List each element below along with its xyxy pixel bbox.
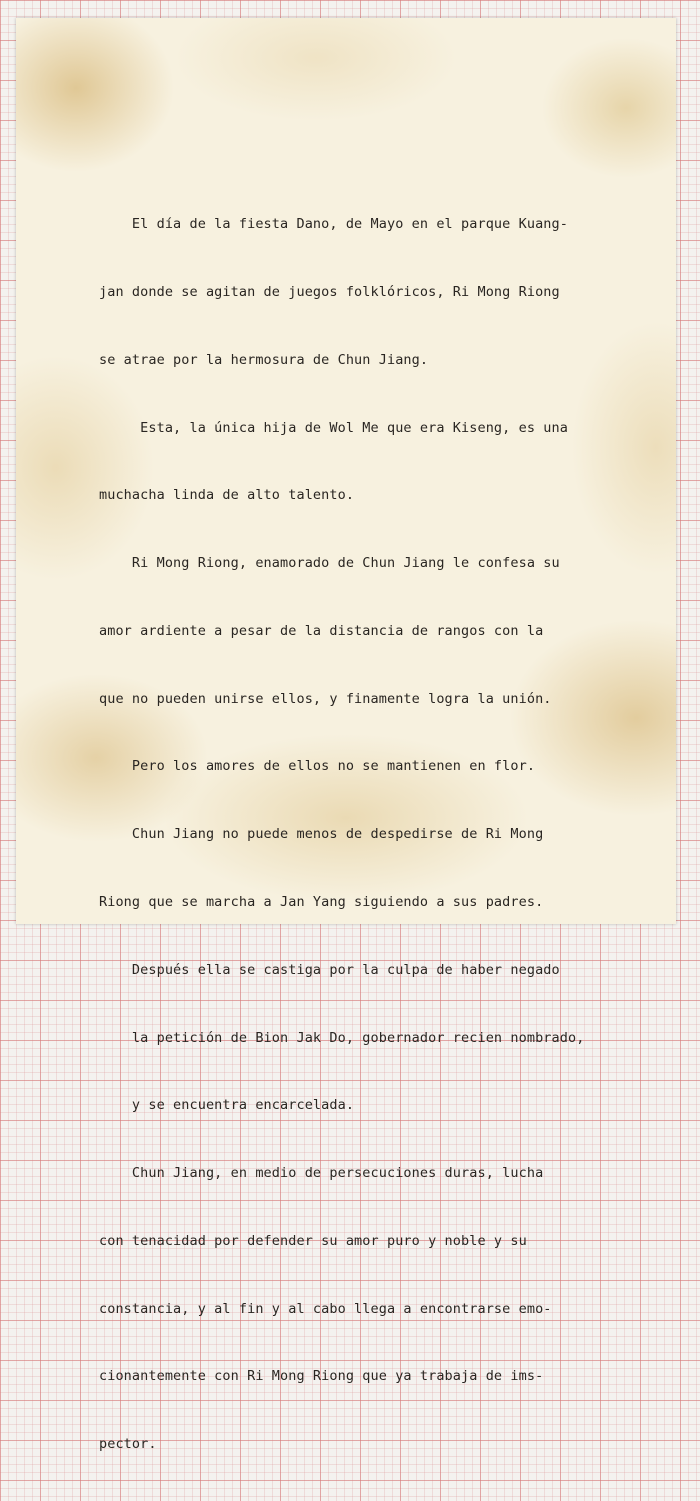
text-line: con tenacidad por defender su amor puro y noble y su (99, 1232, 527, 1249)
text-line: y se encuentra encarcelada. (99, 1097, 355, 1114)
text-line: que no pueden unirse ellos, y finamente logra la unión. (99, 690, 552, 707)
text-line: se atrae por la hermosura de Chun Jiang. (99, 351, 429, 368)
text-line: Chun Jiang no puede menos de despedirse de Ri Mong (99, 826, 544, 843)
text-line: pector. (99, 1436, 157, 1453)
text-line: El día de la fiesta Dano, de Mayo en el parque Kuang- (99, 216, 568, 233)
text-line: cionantemente con Ri Mong Riong que ya trabaja de ims- (99, 1368, 544, 1385)
text-line: jan donde se agitan de juegos folklóricos, Ri Mong Riong (99, 283, 560, 300)
typewritten-page (16, 18, 676, 1453)
text-line: amor ardiente a pesar de la distancia de rangos con la (99, 622, 544, 639)
text-line: constancia, y al fin y al cabo llega a encontrarse emo- (99, 1300, 552, 1317)
text-line: Riong que se marcha a Jan Yang siguiendo a sus padres. (99, 894, 544, 910)
text-line: Esta, la única hija de Wol Me que era Kiseng, es una (99, 419, 568, 436)
text-line: muchacha linda de alto talento. (99, 487, 355, 504)
text-line: Después ella se castiga por la culpa de haber negado (99, 961, 560, 978)
text-line: la petición de Bion Jak Do, gobernador recien nombrado, (99, 1029, 585, 1046)
typewritten-text (99, 168, 619, 1501)
text-line: Ri Mong Riong, enamorado de Chun Jiang le confesa su (99, 555, 560, 572)
text-line: Chun Jiang, en medio de persecuciones duras, lucha (99, 1165, 544, 1182)
text-line: Pero los amores de ellos no se mantienen en flor. (99, 758, 536, 775)
